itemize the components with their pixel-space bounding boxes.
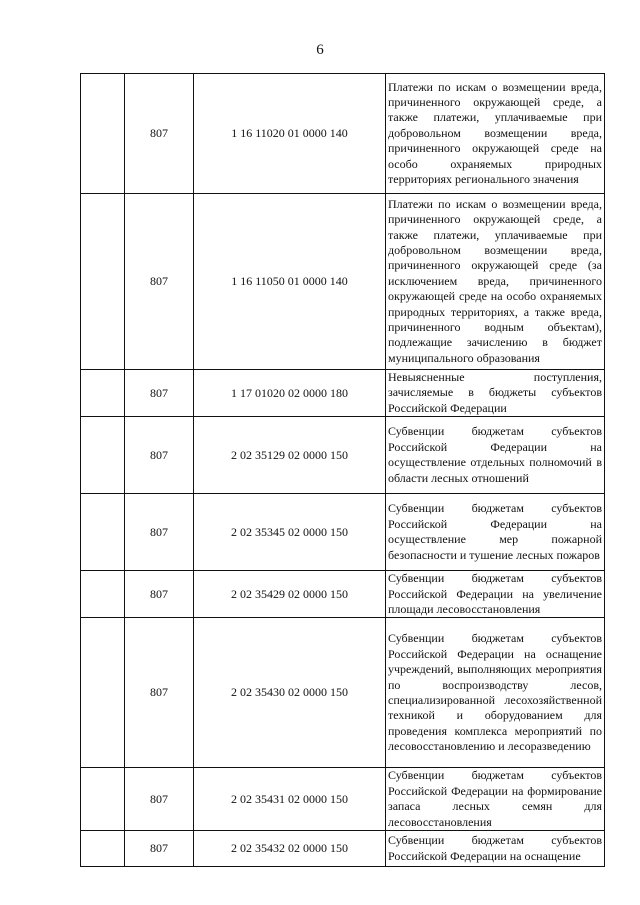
table-row xyxy=(81,618,605,768)
revenue-code-cell: 2 02 35345 02 0000 150 xyxy=(194,494,386,571)
description-cell xyxy=(386,831,605,867)
description-cell xyxy=(386,768,605,831)
admin-code-cell: 807 xyxy=(125,74,194,194)
admin-code-cell: 807 xyxy=(125,194,194,370)
admin-code-cell: 807 xyxy=(125,831,194,867)
description-cell xyxy=(386,571,605,618)
table-row xyxy=(81,74,605,194)
empty-cell xyxy=(81,494,125,571)
admin-code-cell: 807 xyxy=(125,618,194,768)
revenue-code-cell: 2 02 35129 02 0000 150 xyxy=(194,417,386,494)
empty-cell xyxy=(81,768,125,831)
description-cell xyxy=(386,194,605,370)
description-text: Субвенции бюджетам субъектов Российской Федерации на увеличение площади лесовосстановления xyxy=(388,571,602,617)
table-row xyxy=(81,571,605,618)
table-row xyxy=(81,417,605,494)
description-text: Платежи по искам о возмещении вреда, причиненного окружающей среде, а также платежи, уплачиваемые при добровольном возмещении вреда, причиненного окружающей среде (за исключением вреда, причиненного окружающей среде на особо охраняемых природных территориях, а также вреда, причиненного водным объектам), подлежащие зачислению в бюджет муниципального образования xyxy=(388,196,602,365)
description-text: Субвенции бюджетам субъектов Российской Федерации на оснащение учреждений, выполняющих мероприятия по воспроизводству лесов, специализированной лесохозяйственной техникой и оборудованием для проведения комплекса мероприятий по лесовосстановлению и лесоразведению xyxy=(388,631,602,754)
empty-cell xyxy=(81,831,125,867)
description-cell xyxy=(386,370,605,417)
description-text: Субвенции бюджетам субъектов Российской Федерации на осуществление отдельных полномочий в области лесных отношений xyxy=(388,424,602,485)
budget-classification-table xyxy=(80,73,605,867)
admin-code-cell: 807 xyxy=(125,494,194,571)
empty-cell xyxy=(81,571,125,618)
empty-cell xyxy=(81,370,125,417)
description-cell xyxy=(386,494,605,571)
description-cell xyxy=(386,74,605,194)
table-row xyxy=(81,194,605,370)
description-text: Субвенции бюджетам субъектов Российской Федерации на формирование запаса лесных семян для лесовосстановления xyxy=(388,768,602,829)
admin-code-cell: 807 xyxy=(125,768,194,831)
table-body xyxy=(81,74,605,867)
description-text: Невыясненные поступления, зачисляемые в бюджеты субъектов Российской Федерации xyxy=(388,370,602,415)
revenue-code-cell: 1 16 11020 01 0000 140 xyxy=(194,74,386,194)
admin-code-cell: 807 xyxy=(125,417,194,494)
revenue-code-cell: 2 02 35432 02 0000 150 xyxy=(194,831,386,867)
table-row xyxy=(81,768,605,831)
revenue-code-cell: 2 02 35431 02 0000 150 xyxy=(194,768,386,831)
revenue-code-cell: 2 02 35430 02 0000 150 xyxy=(194,618,386,768)
description-text: Субвенции бюджетам субъектов Российской Федерации на оснащение xyxy=(388,833,602,863)
table-row xyxy=(81,831,605,867)
revenue-code-cell: 2 02 35429 02 0000 150 xyxy=(194,571,386,618)
empty-cell xyxy=(81,417,125,494)
empty-cell xyxy=(81,618,125,768)
description-text: Платежи по искам о возмещении вреда, причиненного окружающей среде, а также платежи, уплачиваемые при добровольном возмещении вреда, причиненного окружающей среде на особо охраняемых природных территориях регионального значения xyxy=(388,79,602,187)
revenue-code-cell: 1 16 11050 01 0000 140 xyxy=(194,194,386,370)
table-row xyxy=(81,370,605,417)
page-number: 6 xyxy=(316,42,324,58)
admin-code-cell: 807 xyxy=(125,571,194,618)
description-cell xyxy=(386,618,605,768)
description-cell xyxy=(386,417,605,494)
revenue-code-cell: 1 17 01020 02 0000 180 xyxy=(194,370,386,417)
admin-code-cell: 807 xyxy=(125,370,194,417)
empty-cell xyxy=(81,74,125,194)
description-text: Субвенции бюджетам субъектов Российской Федерации на осуществление мер пожарной безопасности и тушение лесных пожаров xyxy=(388,501,602,562)
empty-cell xyxy=(81,194,125,370)
table-row xyxy=(81,494,605,571)
